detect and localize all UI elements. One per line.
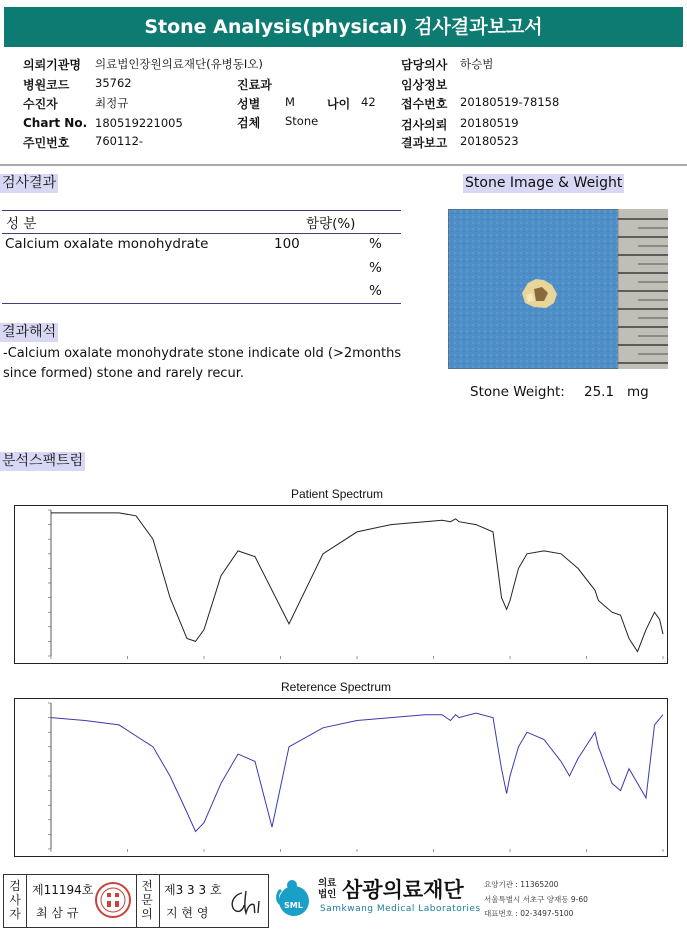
org-prefix: 의료법인 [318, 878, 337, 900]
patient-value: 최정규 [95, 96, 129, 110]
specialist-number: 제3 3 3 호 [164, 883, 222, 897]
result-row-unit: % [369, 236, 382, 252]
org-name: 삼광의료재단 [342, 878, 464, 902]
specialist-name: 지 현 영 [166, 906, 209, 920]
request-date-label: 검사의뢰 [401, 118, 448, 132]
specimen-label: 검체 [237, 116, 261, 130]
specialist-signature-icon [226, 887, 264, 917]
result-row-unit: % [369, 260, 382, 276]
spectrum-line [51, 513, 663, 652]
institution-label: 의뢰기관명 [23, 58, 81, 72]
doctor-value: 하승범 [460, 57, 494, 71]
patient-spectrum-chart [14, 505, 668, 664]
svg-text:SML: SML [284, 901, 303, 910]
hospital-code-value: 35762 [95, 76, 132, 90]
interpretation-line: -Calcium oxalate monohydrate stone indicate old (>2months [3, 346, 402, 361]
patient-spectrum-svg [15, 506, 667, 663]
report-date-value: 20180523 [460, 134, 519, 148]
dept-label: 진료과 [237, 78, 272, 92]
result-row-name: Calcium oxalate monohydrate [5, 236, 209, 252]
result-row-value: 100 [274, 236, 300, 252]
tester-seal-icon [94, 881, 132, 919]
reference-spectrum-chart [14, 698, 668, 857]
age-label: 나이 [327, 97, 351, 111]
results-col-component: 성 분 [6, 216, 37, 232]
hospital-code-label: 병원코드 [23, 78, 70, 92]
interpretation-heading: 결과해석 [2, 324, 57, 340]
stone-image-heading: Stone Image & Weight [465, 175, 623, 191]
request-date-value: 20180519 [460, 116, 519, 130]
chart-label: Chart No. [23, 116, 88, 130]
specimen-value: Stone [285, 114, 319, 128]
signature-box [3, 874, 269, 928]
clinical-label: 임상정보 [401, 78, 448, 92]
org-code: 요양기관 : 11365200 [484, 880, 559, 889]
reception-value: 20180519-78158 [460, 95, 560, 109]
results-heading: 검사결과 [2, 175, 57, 191]
org-phone: 대표번호 : 02-3497-5100 [484, 909, 574, 918]
specialist-label: 전문의 [141, 879, 153, 921]
tester-name: 최 삼 규 [36, 906, 79, 920]
tester-label: 검사자 [9, 879, 21, 921]
interpretation-line: since formed) stone and rarely recur. [3, 366, 244, 381]
patient-spectrum-title: Patient Spectrum [291, 487, 384, 501]
id-label: 주민번호 [23, 136, 70, 150]
results-col-content: 함량(%) [306, 216, 356, 232]
id-value: 760112- [95, 134, 144, 148]
stone-weight-unit: mg [627, 384, 649, 400]
spectrum-line [51, 713, 663, 831]
results-header-rule [2, 233, 401, 234]
doctor-label: 담당의사 [401, 58, 448, 72]
result-row-unit: % [369, 283, 382, 299]
institution-value: 의료법인장원의료재단(유병동I오) [95, 57, 263, 71]
header-divider [0, 164, 687, 166]
patient-label: 수진자 [23, 97, 58, 111]
results-bottom-rule [2, 303, 401, 304]
report-date-label: 결과보고 [401, 136, 448, 150]
stone-weight-value: 25.1 [584, 384, 615, 400]
stone-weight-label: Stone Weight: [470, 384, 565, 400]
sml-logo-icon [272, 876, 316, 920]
spectrum-heading: 분석스팩트럼 [2, 453, 84, 469]
reference-spectrum-title: Reterence Spectrum [281, 680, 392, 694]
age-value: 42 [361, 95, 376, 109]
title-bar [0, 0, 687, 58]
sex-value: M [285, 95, 295, 109]
report-title: Stone Analysis(physical) 검사결과보고서 [4, 7, 683, 47]
sex-label: 성별 [237, 97, 261, 111]
stone-photo [448, 209, 668, 369]
org-english-name: Samkwang Medical Laboratories [320, 904, 481, 914]
tester-number: 제11194호 [32, 883, 94, 897]
reception-label: 접수번호 [401, 97, 448, 111]
results-top-rule [2, 210, 401, 211]
org-address: 서울특별시 서초구 양재동 9-60 [484, 895, 588, 904]
chart-value: 180519221005 [95, 116, 183, 130]
reference-spectrum-svg [15, 699, 667, 856]
